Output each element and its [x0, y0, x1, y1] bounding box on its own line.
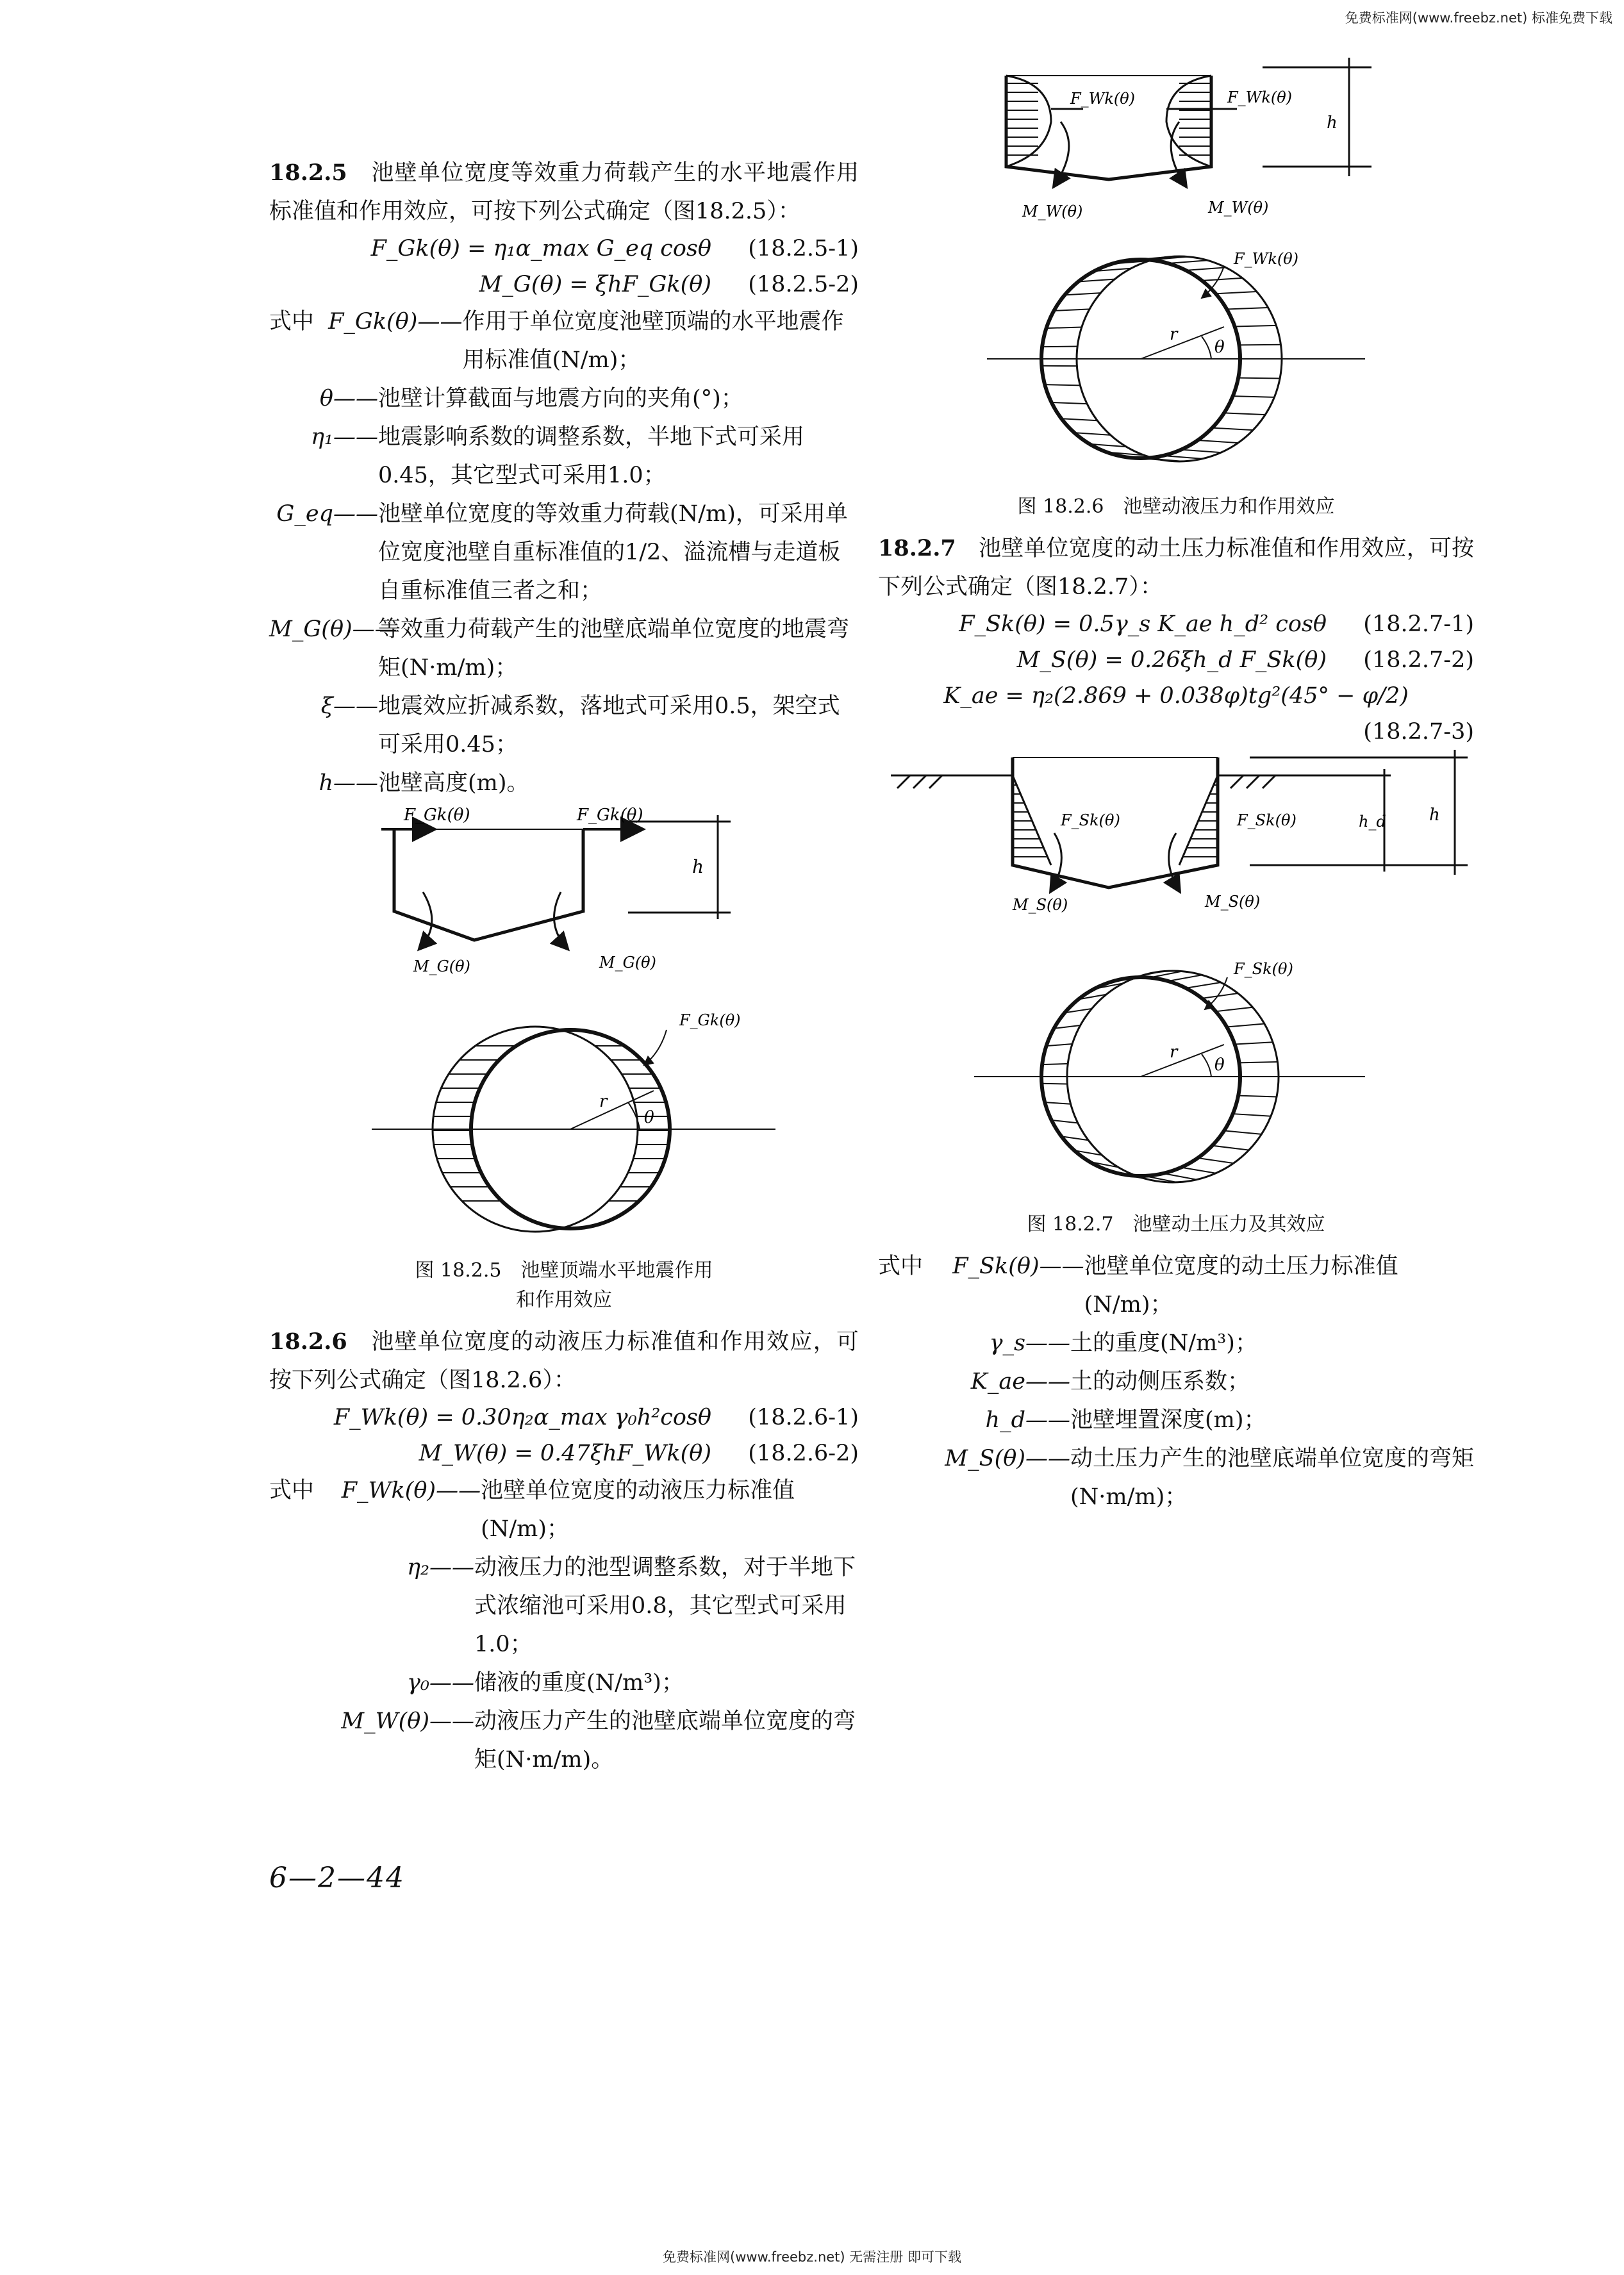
equation [269, 267, 859, 302]
pressure-arrow [1045, 1102, 1070, 1104]
page-footer: 免费标准网(www.freebz.net) 无需注册 即可下载 [663, 2249, 961, 2265]
equation-formula: F_Wk(θ) = 0.30η₂α_max γ₀h²cosθ [333, 1405, 711, 1430]
equation [269, 1400, 859, 1435]
section-18-2-7 [878, 529, 1474, 606]
definition [878, 1439, 1474, 1516]
definition-symbol: h—— [319, 770, 378, 796]
pressure-arrow [1202, 993, 1238, 998]
equation-number: (18.2.6-2) [748, 1441, 859, 1466]
figure-label: r [599, 1092, 608, 1111]
definition-text: 池壁计算截面与地震方向的夹角(°)； [378, 386, 743, 411]
figure-label: M_G(θ) [599, 954, 656, 972]
equation-number: (18.2.7-3) [1363, 719, 1474, 745]
right-column [878, 32, 1474, 1516]
pressure-arrow [1227, 308, 1268, 310]
figure-18-2-5-plan [269, 995, 859, 1251]
caption-line: 和作用效应 [516, 1289, 612, 1311]
pressure-arrow [1054, 309, 1090, 310]
figure-18-2-5-section [269, 802, 859, 982]
figure-18-2-6-section [878, 32, 1474, 224]
definition-symbol: M_S(θ)—— [945, 1446, 1070, 1471]
definition [269, 495, 859, 610]
pressure-arrow [1181, 450, 1221, 453]
figure-label: r [1170, 1043, 1178, 1062]
equation [269, 231, 859, 267]
figure-18-2-7-plan [878, 942, 1474, 1205]
definition-symbol: F_Sk(θ)—— [952, 1253, 1084, 1279]
figure-label: F_Sk(θ) [1237, 811, 1297, 829]
equation-number: (18.2.6-1) [748, 1405, 859, 1430]
figure-label: F_Wk(θ) [1234, 250, 1299, 268]
pressure-arrow [1181, 1168, 1216, 1173]
definition-symbol: η₂—— [407, 1555, 474, 1580]
pressure-arrow [1052, 1120, 1078, 1123]
pressure-arrow [1235, 326, 1277, 327]
definition [269, 302, 859, 379]
figure-label: F_Gk(θ) [404, 806, 470, 825]
figure-label: M_G(θ) [413, 957, 470, 975]
equation [269, 1435, 859, 1471]
figure-label: r [1170, 325, 1178, 344]
definition-symbol: θ—— [319, 386, 378, 411]
figure-label: h_d [1359, 813, 1386, 831]
equation-formula: M_G(θ) = ξhF_Gk(θ) [479, 272, 711, 297]
pressure-arrow [1074, 433, 1111, 435]
section-number: 18.2.5 [269, 160, 347, 186]
definition-symbol: γ_s—— [989, 1330, 1070, 1356]
section-text: 池壁单位宽度的动液压力标准值和作用效应，可按下列公式确定（图18.2.6）： [269, 1329, 859, 1393]
section-text: 池壁单位宽度等效重力荷载产生的水平地震作用标准值和作用效应，可按下列公式确定（图18.2.5）： [269, 160, 859, 224]
figure-label: F_Gk(θ) [577, 806, 643, 825]
figure-caption: 图 18.2.7 池壁动土压力及其效应 [1027, 1213, 1325, 1236]
section-text: 池壁单位宽度的动土压力标准值和作用效应，可按下列公式确定（图18.2.7）： [878, 536, 1474, 600]
definition-symbol: η₁—— [311, 424, 378, 450]
pressure-arrow [1224, 1130, 1261, 1134]
definition [269, 1702, 859, 1779]
pressure-arrow [1047, 1044, 1072, 1046]
figure-label: F_Gk(θ) [679, 1011, 741, 1029]
section-number: 18.2.6 [269, 1328, 347, 1355]
equation-number: (18.2.7-2) [1363, 647, 1474, 673]
figure-caption: 图 18.2.6 池壁动液压力和作用效应 [1017, 495, 1335, 518]
page-number: 6—2—44 [269, 1862, 405, 1894]
pressure-arrow [1061, 418, 1097, 420]
pressure-arrow [1216, 292, 1257, 294]
pressure-arrow [1198, 440, 1238, 443]
definition [878, 1362, 1474, 1401]
equation [878, 678, 1474, 714]
definition [269, 687, 859, 764]
figure-label: M_S(θ) [1013, 896, 1068, 914]
figure-label: θ [644, 1108, 654, 1127]
equation-formula: M_W(θ) = 0.47ξhF_Wk(θ) [418, 1441, 711, 1466]
definition-symbol: h_d—— [985, 1407, 1070, 1433]
equation-number: (18.2.5-2) [748, 272, 859, 297]
pressure-arrow [1239, 1062, 1277, 1063]
equation [878, 714, 1474, 750]
definition [269, 1471, 859, 1548]
pressure-arrow [1065, 293, 1100, 295]
figure-label: F_Wk(θ) [1070, 90, 1136, 108]
pressure-arrow [1212, 428, 1253, 430]
definition-text: 土的动侧压系数； [1070, 1369, 1250, 1394]
figure-label: M_S(θ) [1205, 893, 1261, 911]
definition-symbol: M_G(θ)—— [269, 616, 397, 642]
definition-symbol: G_eq—— [276, 501, 378, 527]
equation-formula: M_S(θ) = 0.26ξh_d F_Sk(θ) [1016, 647, 1327, 673]
where-label: 式中 [269, 1478, 315, 1503]
pressure-arrow [1224, 413, 1265, 415]
definition [269, 418, 859, 495]
definition [878, 1247, 1474, 1324]
pressure-arrow [1168, 260, 1207, 263]
definition-text: 池壁埋置深度(m)； [1070, 1407, 1266, 1433]
pressure-arrow [1233, 1114, 1271, 1116]
figure-label: M_W(θ) [1022, 203, 1083, 220]
definition [269, 610, 859, 687]
equation-formula: F_Sk(θ) = 0.5γ_s K_ae h_d² cosθ [959, 611, 1327, 637]
equation-number: (18.2.5-1) [748, 236, 859, 261]
section-18-2-5 [269, 154, 859, 231]
figure-label: θ [1214, 338, 1225, 357]
figure-label: F_Wk(θ) [1227, 88, 1293, 106]
equation [878, 642, 1474, 678]
pressure-arrow [1238, 1096, 1277, 1097]
figure-label: F_Sk(θ) [1061, 811, 1120, 829]
figure-18-2-7-section [878, 750, 1474, 916]
section-18-2-6 [269, 1323, 859, 1400]
pressure-arrow [1216, 1007, 1253, 1012]
figure-caption [269, 1256, 859, 1315]
figure-label: h [1429, 806, 1440, 825]
definition-text: 等效重力荷载产生的池壁底端单位宽度的地震弯矩(N·m/m)； [378, 616, 850, 681]
equation-formula: F_Gk(θ) = η₁α_max G_eq cosθ [370, 236, 711, 261]
figure-label: h [692, 856, 704, 877]
pressure-arrow [1186, 982, 1221, 988]
equation [878, 606, 1474, 642]
definition [269, 764, 859, 802]
where-label: 式中 [269, 309, 315, 335]
left-column [269, 154, 859, 1779]
definition-symbol: F_Wk(θ)—— [341, 1478, 481, 1503]
pressure-arrow [1054, 1025, 1080, 1029]
definition-symbol: ξ—— [320, 693, 378, 719]
pressure-arrow [1238, 378, 1280, 379]
section-number: 18.2.7 [878, 535, 956, 561]
pressure-arrow [1198, 1158, 1234, 1163]
definition-text: 池壁单位宽度的动液压力标准值(N/m)； [481, 1478, 795, 1542]
caption-line: 图 18.2.5 池壁顶端水平地震作用 [415, 1259, 713, 1282]
figure-18-2-6-plan [878, 237, 1474, 487]
definition-symbol: F_Gk(θ)—— [328, 309, 463, 335]
definition-symbol: M_W(θ)—— [341, 1708, 474, 1734]
definition-text: 地震影响系数的调整系数，半地下式可采用0.45，其它型式可采用1.0； [378, 424, 805, 488]
definition [269, 1664, 859, 1702]
pressure-arrow [1047, 327, 1082, 329]
pressure-arrow [1227, 1024, 1264, 1027]
where-label: 式中 [878, 1253, 924, 1279]
definition-symbol: γ₀—— [407, 1670, 474, 1696]
pressure-arrow [1233, 396, 1275, 397]
pressure-arrow [1202, 278, 1242, 281]
definition-text: 动液压力产生的池壁底端单位宽度的弯矩(N·m/m)。 [474, 1708, 856, 1773]
page-header: 免费标准网(www.freebz.net) 标准免费下载 [1345, 10, 1612, 26]
definition-text: 池壁高度(m)。 [378, 770, 529, 796]
definition-text: 地震效应折减系数，落地式可采用0.5，架空式可采用0.45； [378, 693, 840, 757]
figure-label: M_W(θ) [1208, 199, 1269, 217]
definition-symbol: K_ae—— [970, 1369, 1070, 1394]
figure-label: θ [1214, 1055, 1225, 1075]
pressure-arrow [1163, 1173, 1197, 1180]
figure-label: F_Sk(θ) [1234, 960, 1293, 978]
pressure-arrow [1186, 267, 1225, 270]
definition [269, 379, 859, 418]
definition-text: 土的重度(N/m³)； [1070, 1330, 1257, 1356]
pressure-arrow [1163, 456, 1202, 459]
definition-text: 动土压力产生的池壁底端单位宽度的弯矩(N·m/m)； [1070, 1446, 1475, 1510]
pressure-arrow [1212, 1146, 1248, 1150]
pressure-arrow [1235, 1042, 1273, 1044]
equation-formula: K_ae = η₂(2.869 + 0.038φ)tg²(45° − φ/2) [943, 683, 1409, 709]
definition-text: 池壁单位宽度的动土压力标准值(N/m)； [1084, 1253, 1398, 1318]
equation-number: (18.2.7-1) [1363, 611, 1474, 637]
definition [269, 1548, 859, 1664]
definition-text: 作用于单位宽度池壁顶端的水平地震作用标准值(N/m)； [462, 309, 844, 373]
definition-text: 池壁单位宽度的等效重力荷载(N/m)，可采用单位宽度池壁自重标准值的1/2、溢流槽与走道板自重标准值三者之和； [378, 501, 848, 604]
pressure-arrow [1168, 975, 1202, 981]
definition [878, 1401, 1474, 1439]
figure-label: h [1327, 113, 1338, 133]
definition-text: 动液压力的池型调整系数，对于半地下式浓缩池可采用0.8，其它型式可采用1.0； [474, 1555, 856, 1657]
definition-text: 储液的重度(N/m³)； [474, 1670, 684, 1696]
pressure-arrow [1052, 402, 1088, 404]
definition [878, 1324, 1474, 1362]
